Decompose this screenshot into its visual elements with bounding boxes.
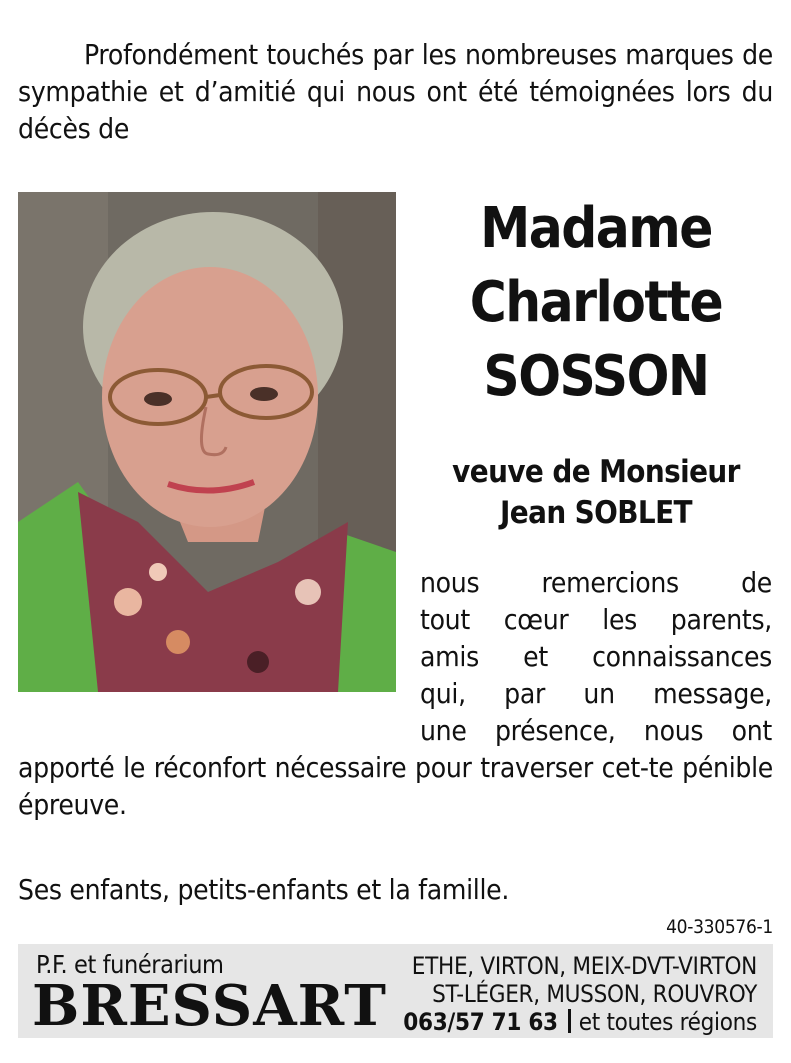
widow-of [420, 452, 772, 534]
thanks-paragraph-right [420, 564, 772, 749]
funeral-home-logo: BRESSART [32, 973, 387, 1039]
thanks-paragraph-continued: apporté le réconfort nécessaire pour traverser cet-te pénible épreuve. [18, 751, 773, 821]
deceased-title: Madame [480, 196, 712, 261]
funeral-home-phone: 063/57 71 63 [403, 1008, 558, 1036]
funeral-home-locations-2: ST-LÉGER, MUSSON, ROUVROY [432, 980, 757, 1008]
funeral-home-banner [18, 944, 773, 1038]
separator-bar [568, 1009, 571, 1033]
funeral-home-contact [403, 1008, 757, 1036]
intro-paragraph: Profondément touchés par les nombreuses marques de sympathie et d’amitié qui nous ont été témoignées lors du décès de [18, 38, 773, 145]
deceased-last-name: SOSSON [483, 344, 709, 409]
thanks-line: tout cœur les parents, [420, 603, 772, 636]
funeral-home-regions: et toutes régions [578, 1008, 757, 1036]
portrait-photo [18, 192, 396, 692]
reference-number: 40-330576-1 [666, 916, 773, 938]
widow-line-1: veuve de Monsieur [452, 454, 740, 490]
portrait-image [18, 192, 396, 692]
widow-line-2: Jean SOBLET [500, 495, 692, 531]
thanks-line: amis et connaissances [420, 640, 772, 673]
deceased-name [420, 192, 772, 414]
family-signature: Ses enfants, petits-enfants et la famille. [18, 873, 510, 906]
thanks-line: qui, par un message, [420, 677, 772, 710]
funeral-home-locations-1: ETHE, VIRTON, MEIX-DVT-VIRTON [411, 952, 757, 980]
deceased-first-name: Charlotte [469, 270, 723, 335]
funeral-home-tagline: P.F. et funérarium [36, 950, 224, 979]
thanks-line: une présence, nous ont [420, 714, 772, 747]
thanks-line: nous remercions de [420, 566, 772, 599]
